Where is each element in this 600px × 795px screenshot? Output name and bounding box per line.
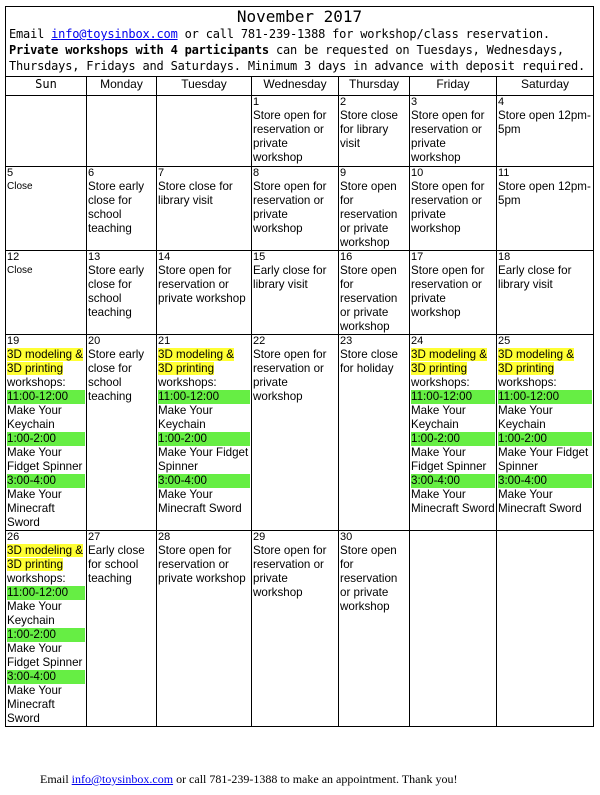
day-number: 10 [411, 167, 424, 179]
day-cell [87, 96, 157, 167]
week-row [6, 251, 594, 335]
day-note: Store open for reservation or private workshop [253, 348, 327, 403]
day-cell [497, 96, 594, 167]
day-cell [497, 251, 594, 335]
session-time: 11:00-12:00 [158, 390, 250, 404]
day-note: Store open for reservation or private workshop [158, 264, 246, 305]
session-name: Make Your Minecraft Sword [7, 684, 62, 725]
session-name: Make Your Keychain [7, 404, 62, 431]
session-time: 1:00-2:00 [7, 432, 85, 446]
intro-text [7, 26, 592, 76]
day-note: Early close for school teaching [88, 544, 145, 585]
calendar-table [5, 6, 594, 727]
weekday-header-row [6, 77, 594, 96]
day-number: 2 [340, 96, 347, 108]
day-number: 5 [7, 167, 14, 179]
workshop-heading: 3D modeling & 3D printing [7, 544, 84, 571]
session-time: 11:00-12:00 [7, 390, 85, 404]
week-row [6, 335, 594, 531]
weekday-header: Friday [410, 77, 497, 96]
day-cell [252, 335, 339, 531]
day-cell [410, 167, 497, 251]
session-time: 11:00-12:00 [7, 586, 85, 600]
calendar-title: November 2017 [236, 7, 363, 26]
day-number: 23 [340, 335, 353, 347]
session-name: Make Your Minecraft Sword [498, 488, 582, 515]
day-cell [339, 531, 410, 727]
calendar-page [5, 6, 593, 727]
day-number: 9 [340, 167, 347, 179]
workshop-label: workshops: [498, 376, 557, 389]
day-number: 8 [253, 167, 260, 179]
intro-email-link[interactable]: info@toysinbox.com [51, 27, 178, 41]
day-note: Store close for library visit [158, 180, 233, 207]
workshop-label: workshops: [7, 572, 66, 585]
day-cell [252, 167, 339, 251]
day-cell [497, 531, 594, 727]
day-note: Store close for holiday [340, 348, 398, 375]
day-number: 14 [158, 251, 171, 263]
day-note: Store open for reservation or private workshop [253, 544, 327, 599]
day-cell [252, 531, 339, 727]
day-number: 27 [88, 531, 101, 543]
day-cell [497, 335, 594, 531]
day-note: Store open for reservation or private workshop [340, 544, 398, 613]
workshop-label: workshops: [411, 376, 470, 389]
day-note: Store open for reservation or private workshop [253, 109, 327, 164]
day-number: 6 [88, 167, 95, 179]
day-cell [6, 167, 87, 251]
day-number: 1 [253, 96, 260, 108]
day-note: Early close for library visit [253, 264, 327, 291]
session-name: Make Your Minecraft Sword [7, 488, 62, 529]
session-name: Make Your Keychain [411, 404, 466, 431]
workshop-label: workshops: [7, 376, 66, 389]
day-number: 15 [253, 251, 266, 263]
day-number: 22 [253, 335, 266, 347]
workshop-heading: 3D modeling & 3D printing [158, 348, 235, 375]
day-cell [410, 251, 497, 335]
intro-bold: Private workshops with 4 participants [9, 43, 269, 57]
session-time: 3:00-4:00 [7, 474, 85, 488]
day-cell [87, 167, 157, 251]
intro-line1-rest: or call 781-239-1388 for workshop/class reservation. [177, 27, 550, 41]
session-time: 1:00-2:00 [158, 432, 250, 446]
day-number: 26 [7, 531, 20, 543]
session-name: Make Your Minecraft Sword [158, 488, 242, 515]
day-cell [157, 251, 252, 335]
day-cell [87, 251, 157, 335]
weekday-header: Tuesday [157, 77, 252, 96]
intro-rest: can be requested on Tuesdays, Wednesdays, Thursdays, Fridays and Saturdays. Minimum 3 days in advance with deposit required. [9, 43, 586, 73]
footer-rest: or call 781-239-1388 to make an appointment. Thank you! [173, 772, 458, 786]
day-number: 12 [7, 251, 20, 263]
day-note: Store open for reservation or private workshop [411, 264, 485, 319]
day-note: Store close for library visit [340, 109, 398, 150]
day-note: Store open for reservation or private workshop [340, 264, 398, 333]
day-cell [339, 167, 410, 251]
session-name: Make Your Keychain [158, 404, 213, 431]
day-cell [157, 335, 252, 531]
day-number: 24 [411, 335, 424, 347]
weekday-header: Thursday [339, 77, 410, 96]
day-cell [410, 96, 497, 167]
day-cell [6, 251, 87, 335]
session-time: 3:00-4:00 [7, 670, 85, 684]
weekday-header: Monday [87, 77, 157, 96]
intro-email-prefix: Email [9, 27, 52, 41]
day-note: Store open 12pm-5pm [498, 180, 591, 207]
day-cell [497, 167, 594, 251]
week-row [6, 531, 594, 727]
session-name: Make Your Fidget Spinner [7, 446, 83, 473]
day-number: 18 [498, 251, 511, 263]
header-cell [6, 7, 594, 77]
day-cell [157, 531, 252, 727]
day-note: Close [7, 181, 33, 192]
workshop-heading: 3D modeling & 3D printing [411, 348, 488, 375]
day-number: 29 [253, 531, 266, 543]
calendar-weeks [6, 96, 594, 727]
day-number: 17 [411, 251, 424, 263]
weekday-header: Wednesday [252, 77, 339, 96]
day-number: 28 [158, 531, 171, 543]
day-number: 16 [340, 251, 353, 263]
workshop-heading: 3D modeling & 3D printing [7, 348, 84, 375]
session-time: 3:00-4:00 [498, 474, 592, 488]
day-cell [6, 335, 87, 531]
day-note: Store open 12pm-5pm [498, 109, 591, 136]
day-number: 4 [498, 96, 505, 108]
day-number: 30 [340, 531, 353, 543]
day-note: Store early close for school teaching [88, 180, 145, 235]
day-cell [339, 335, 410, 531]
day-number: 25 [498, 335, 511, 347]
day-number: 7 [158, 167, 165, 179]
session-time: 11:00-12:00 [411, 390, 495, 404]
day-cell [157, 167, 252, 251]
footer-email-link[interactable]: info@toysinbox.com [71, 772, 174, 786]
session-time: 1:00-2:00 [7, 628, 85, 642]
day-number: 19 [7, 335, 20, 347]
workshop-heading: 3D modeling & 3D printing [498, 348, 575, 375]
session-time: 11:00-12:00 [498, 390, 592, 404]
weekday-header: Sun [6, 77, 87, 96]
workshop-label: workshops: [158, 376, 217, 389]
day-cell [6, 531, 87, 727]
week-row [6, 96, 594, 167]
day-note: Store open for reservation or private workshop [411, 180, 485, 235]
day-note: Early close for library visit [498, 264, 572, 291]
footer-note [40, 772, 457, 787]
day-number: 21 [158, 335, 171, 347]
day-number: 20 [88, 335, 101, 347]
day-cell [87, 531, 157, 727]
session-name: Make Your Fidget Spinner [411, 446, 487, 473]
weekday-header: Saturday [497, 77, 594, 96]
session-name: Make Your Keychain [7, 600, 62, 627]
session-name: Make Your Fidget Spinner [158, 446, 249, 473]
day-cell [410, 531, 497, 727]
day-note: Store open for reservation or private workshop [253, 180, 327, 235]
day-cell [6, 96, 87, 167]
day-number: 13 [88, 251, 101, 263]
day-cell [410, 335, 497, 531]
session-time: 3:00-4:00 [158, 474, 250, 488]
day-number: 11 [498, 167, 510, 179]
session-name: Make Your Minecraft Sword [411, 488, 495, 515]
day-cell [87, 335, 157, 531]
day-cell [252, 96, 339, 167]
day-cell [339, 96, 410, 167]
session-name: Make Your Keychain [498, 404, 553, 431]
session-time: 1:00-2:00 [411, 432, 495, 446]
day-cell [157, 96, 252, 167]
week-row [6, 167, 594, 251]
day-note: Store early close for school teaching [88, 348, 145, 403]
day-note: Close [7, 265, 33, 276]
day-cell [252, 251, 339, 335]
footer-prefix: Email [40, 772, 72, 786]
day-note: Store open for reservation or private workshop [411, 109, 485, 164]
session-name: Make Your Fidget Spinner [7, 642, 83, 669]
session-time: 1:00-2:00 [498, 432, 592, 446]
day-note: Store early close for school teaching [88, 264, 145, 319]
session-name: Make Your Fidget Spinner [498, 446, 589, 473]
day-number: 3 [411, 96, 418, 108]
day-note: Store open for reservation or private workshop [158, 544, 246, 585]
session-time: 3:00-4:00 [411, 474, 495, 488]
day-cell [339, 251, 410, 335]
day-note: Store open for reservation or private workshop [340, 180, 398, 249]
